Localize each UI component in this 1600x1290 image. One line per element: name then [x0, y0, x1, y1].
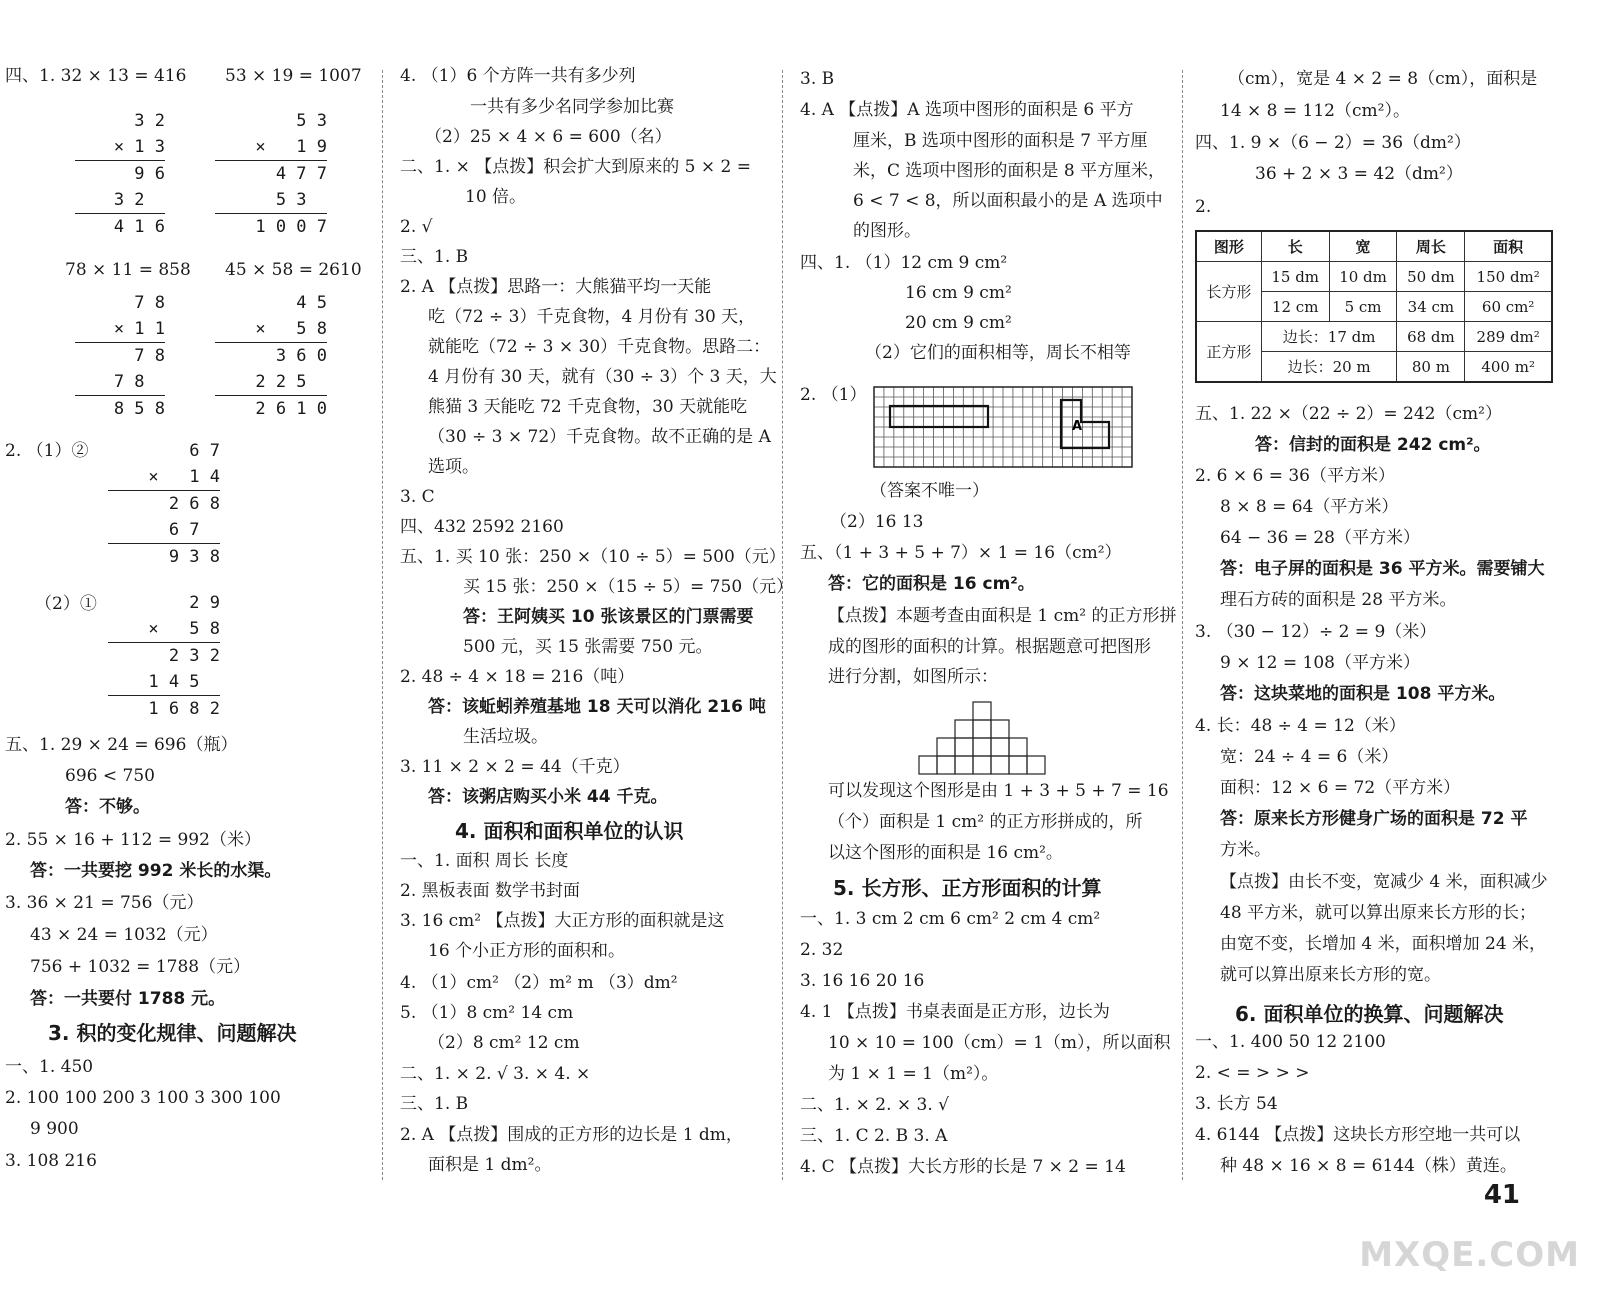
unit-square — [937, 738, 955, 756]
answer-line: 答：该粥店购买小米 44 千克。 — [428, 787, 668, 807]
answer-line: 696 < 750 — [65, 766, 155, 786]
answer-line: 5. （1）8 cm² 14 cm — [400, 1003, 574, 1023]
table-cell: 68 dm — [1397, 322, 1465, 352]
answer-line: 43 × 24 = 1032（元） — [30, 925, 218, 945]
table-row — [1196, 262, 1552, 292]
answer-line: 10 倍。 — [465, 187, 527, 207]
table-header: 宽 — [1329, 231, 1397, 262]
answer-line: 答：不够。 — [65, 797, 150, 817]
vm-row: × 5 8 — [108, 616, 220, 643]
unit-square — [955, 756, 973, 774]
answer-line: （2）25 × 4 × 6 = 600（名） — [425, 127, 672, 147]
table-cell: 400 m² — [1465, 352, 1552, 383]
answer-line: 一、1. 450 — [5, 1057, 94, 1077]
unit-square — [973, 720, 991, 738]
answer-line: 四、1. 32 × 13 = 416 — [5, 66, 187, 86]
table-header: 周长 — [1397, 231, 1465, 262]
answer-line: 买 15 张：250 ×（15 ÷ 5）= 750（元） — [463, 577, 794, 597]
answer-line: 2. 48 ÷ 4 × 18 = 216（吨） — [400, 667, 635, 687]
vm-row: 3 6 0 — [234, 346, 327, 366]
answer-line: 3. 108 216 — [5, 1151, 97, 1171]
vm-row: 5 3 — [234, 111, 327, 131]
answer-line: 一、1. 3 cm 2 cm 6 cm² 2 cm 4 cm² — [800, 909, 1101, 929]
unit-square — [973, 756, 991, 774]
answer-line: 4. A 【点拨】A 选项中图形的面积是 6 平方 — [800, 100, 1134, 120]
unit-square — [991, 756, 1009, 774]
answer-line: 米，C 选项中图形的面积是 8 平方厘米， — [853, 161, 1166, 181]
vertical-multiplication — [108, 590, 220, 722]
unit-square — [1027, 756, 1045, 774]
answer-line: 就能吃（72 ÷ 3 × 30）千克食物。思路二： — [428, 337, 771, 357]
vm-row: 7 8 — [93, 293, 165, 313]
answer-line: 3. C — [400, 487, 435, 507]
answer-line: 四、1. （1）12 cm 9 cm² — [800, 253, 1008, 273]
answer-line: 2. A 【点拨】围成的正方形的边长是 1 dm， — [400, 1125, 743, 1145]
unit-square — [1009, 738, 1027, 756]
answer-line: 一、1. 400 50 12 2100 — [1195, 1032, 1386, 1052]
answer-line: 2. A 【点拨】思路一：大熊猫平均一天能 — [400, 277, 712, 297]
vertical-multiplication — [75, 108, 165, 240]
answer-line: 答：原来长方形健身广场的面积是 72 平 — [1220, 809, 1528, 829]
answer-line: 答：王阿姨买 10 张该景区的门票需要 — [463, 607, 754, 627]
answer-line: 为 1 × 1 = 1（m²）。 — [828, 1064, 999, 1084]
unit-square — [955, 720, 973, 738]
vm-row: 4 1 6 — [93, 217, 165, 237]
answer-line: 生活垃圾。 — [463, 727, 548, 747]
table-cell: 15 dm — [1261, 262, 1329, 292]
answer-line: 4. C 【点拨】大长方形的长是 7 × 2 = 14 — [800, 1157, 1126, 1177]
vertical-multiplication — [215, 290, 327, 422]
unit-square — [991, 738, 1009, 756]
answer-line: （2）它们的面积相等，周长不相等 — [865, 343, 1131, 363]
vm-row: 9 3 8 — [127, 547, 220, 567]
answer-line: 熊猫 3 天能吃 72 千克食物，30 天就能吃 — [428, 397, 748, 417]
unit-square — [973, 738, 991, 756]
answer-line: 答：这块菜地的面积是 108 平方米。 — [1220, 684, 1506, 704]
answer-line: 6 < 7 < 8，所以面积最小的是 A 选项中 — [853, 191, 1163, 211]
answer-line: 4. （1）6 个方阵一共有多少列 — [400, 66, 636, 86]
watermark: MXQE.COM — [1359, 1235, 1580, 1275]
answer-line: 2. √ — [400, 217, 433, 237]
answer-line: 答：它的面积是 16 cm²。 — [828, 574, 1035, 594]
vm-row: 6 7 — [127, 441, 220, 461]
answer-line: 10 × 10 = 100（cm）= 1（m），所以面积 — [828, 1033, 1171, 1053]
column-divider — [782, 70, 783, 1180]
answer-line: 【点拨】本题考查由面积是 1 cm² 的正方形拼 — [828, 606, 1177, 626]
vm-row: 2 2 5 — [215, 369, 327, 396]
answer-line: 一共有多少名同学参加比赛 — [470, 97, 674, 117]
grid-drawing — [873, 386, 1133, 468]
answer-line: 2. 32 — [800, 940, 844, 960]
pyramid-squares — [919, 702, 1045, 774]
vertical-multiplication — [215, 108, 327, 240]
table-header: 长 — [1261, 231, 1329, 262]
answer-line: 答：一共要付 1788 元。 — [30, 989, 226, 1009]
vm-row: 6 7 — [108, 517, 220, 544]
answer-line: （2）16 13 — [830, 512, 924, 532]
vertical-multiplication — [108, 438, 220, 570]
table-header: 图形 — [1196, 231, 1261, 262]
answer-line: （2）① — [35, 594, 97, 614]
answer-line: 二、1. × 【点拨】积会扩大到原来的 5 × 2 = — [400, 157, 752, 177]
answer-line: 吃（72 ÷ 3）千克食物，4 月份有 30 天， — [428, 307, 756, 327]
answer-line: 4. 1 【点拨】书桌表面是正方形，边长为 — [800, 1002, 1110, 1022]
vm-row: 2 9 — [127, 593, 220, 613]
answer-line: 3. 16 16 20 16 — [800, 971, 925, 991]
vm-row: 2 6 8 — [127, 494, 220, 514]
answer-line: 可以发现这个图形是由 1 + 3 + 5 + 7 = 16 — [828, 781, 1169, 801]
answer-line: 三、1. B — [400, 1094, 469, 1114]
vm-row: 7 8 — [75, 369, 165, 396]
vm-row: × 1 1 — [75, 316, 165, 343]
table-cell: 5 cm — [1329, 292, 1397, 322]
vm-row: 1 0 0 7 — [234, 217, 327, 237]
column-divider — [382, 70, 383, 1180]
unit-square — [991, 720, 1009, 738]
table-cell: 长方形 — [1196, 262, 1261, 322]
vm-row: 2 6 1 0 — [234, 399, 327, 419]
answer-line: （30 ÷ 3 × 72）千克食物。故不正确的是 A — [428, 427, 771, 447]
answer-line: 4. 6144 【点拨】这块长方形空地一共可以 — [1195, 1125, 1521, 1145]
answer-line: 的图形。 — [853, 221, 921, 241]
table-cell: 边长：17 dm — [1261, 322, 1397, 352]
vm-row: × 5 8 — [215, 316, 327, 343]
answer-line: （个）面积是 1 cm² 的正方形拼成的，所 — [828, 812, 1143, 832]
answer-line: 2. 55 × 16 + 112 = 992（米） — [5, 830, 261, 850]
answer-line: 2. < = > > > — [1195, 1063, 1310, 1083]
answer-line: 4 月份有 30 天，就有（30 ÷ 3）个 3 天，大 — [428, 367, 777, 387]
shape-label-a: A — [1072, 419, 1083, 434]
answer-line: 500 元，买 15 张需要 750 元。 — [463, 637, 713, 657]
answer-line: 二、1. × 2. × 3. √ — [800, 1095, 949, 1115]
answer-line: 方米。 — [1220, 840, 1271, 860]
vm-row: 5 3 — [215, 187, 327, 214]
answer-line: 答：该蚯蚓养殖基地 18 天可以消化 216 吨 — [428, 697, 766, 717]
answer-line: 756 + 1032 = 1788（元） — [30, 957, 251, 977]
answer-line: 答：信封的面积是 242 cm²。 — [1255, 435, 1491, 455]
answer-line: 20 cm 9 cm² — [905, 313, 1012, 333]
table-row — [1196, 322, 1552, 352]
section-heading: 6. 面积单位的换算、问题解决 — [1235, 1002, 1504, 1026]
answer-line: 64 − 36 = 28（平方米） — [1220, 528, 1420, 548]
answer-line: 16 cm 9 cm² — [905, 283, 1012, 303]
vertical-multiplication — [75, 290, 165, 422]
answer-table — [1195, 230, 1553, 383]
unit-square — [973, 702, 991, 720]
vm-row: 7 8 — [93, 346, 165, 366]
answer-line: （2）8 cm² 12 cm — [428, 1033, 580, 1053]
answer-line: 45 × 58 = 2610 — [225, 260, 362, 280]
table-header: 面积 — [1465, 231, 1552, 262]
answer-line: 三、1. B — [400, 247, 469, 267]
answer-line: 16 个小正方形的面积和。 — [428, 941, 626, 961]
answer-line: 3. 36 × 21 = 756（元） — [5, 893, 204, 913]
table-cell: 50 dm — [1397, 262, 1465, 292]
section-heading: 5. 长方形、正方形面积的计算 — [833, 876, 1102, 900]
answer-line: 五、1. 29 × 24 = 696（瓶） — [5, 735, 238, 755]
answer-line: 厘米，B 选项中图形的面积是 7 平方厘 — [853, 131, 1148, 151]
answer-line: 9 900 — [30, 1119, 79, 1139]
answer-line: 面积是 1 dm²。 — [428, 1155, 552, 1175]
answer-line: 以这个图形的面积是 16 cm²。 — [828, 843, 1063, 863]
answer-line: 14 × 8 = 112（cm²）。 — [1220, 101, 1410, 121]
answer-line: 2. （1） — [800, 385, 867, 405]
answer-line: 答：电子屏的面积是 36 平方米。需要铺大 — [1220, 559, 1545, 579]
answer-line: 五、1. 22 ×（22 ÷ 2）= 242（cm²） — [1195, 404, 1502, 424]
answer-line: 由宽不变，长增加 4 米，面积增加 24 米， — [1220, 934, 1547, 954]
answer-line: （答案不唯一） — [870, 481, 989, 501]
answer-line: 五、1. 买 10 张：250 ×（10 ÷ 5）= 500（元） — [400, 547, 786, 567]
answer-line: 宽：24 ÷ 4 = 6（米） — [1220, 747, 1399, 767]
answer-line: 8 × 8 = 64（平方米） — [1220, 497, 1399, 517]
unit-square — [919, 756, 937, 774]
unit-square — [937, 756, 955, 774]
answer-line: 答：一共要挖 992 米长的水渠。 — [30, 861, 282, 881]
answer-line: 3. 长方 54 — [1195, 1094, 1278, 1114]
answer-line: （cm），宽是 4 × 2 = 8（cm），面积是 — [1228, 69, 1538, 89]
vm-row: × 1 3 — [75, 134, 165, 161]
unit-square — [955, 738, 973, 756]
vm-row: 9 6 — [93, 164, 165, 184]
answer-line: 4. （1）cm² （2）m² m （3）dm² — [400, 973, 678, 993]
answer-line: 3. B — [800, 69, 835, 89]
answer-line: 二、1. × 2. √ 3. × 4. × — [400, 1064, 591, 1084]
answer-line: 53 × 19 = 1007 — [225, 66, 362, 86]
answer-line: 2. 黑板表面 数学书封面 — [400, 881, 581, 901]
pyramid-figure — [917, 700, 1065, 776]
vm-row: 3 2 — [75, 187, 165, 214]
answer-line: 2. （1）② — [5, 441, 89, 461]
answer-line: 2. 6 × 6 = 36（平方米） — [1195, 466, 1395, 486]
vm-row: × 1 4 — [108, 464, 220, 491]
vm-row: 4 5 — [234, 293, 327, 313]
table-cell: 60 cm² — [1465, 292, 1552, 322]
answer-line: 进行分割，如图所示： — [828, 667, 998, 687]
answer-line: 三、1. C 2. B 3. A — [800, 1126, 948, 1146]
section-heading: 3. 积的变化规律、问题解决 — [48, 1021, 297, 1045]
answer-line: 成的图形的面积的计算。根据题意可把图形 — [828, 637, 1151, 657]
column-divider — [1182, 70, 1183, 1180]
answer-line: 五、（1 + 3 + 5 + 7）× 1 = 16（cm²） — [800, 543, 1122, 563]
unit-square — [1009, 756, 1027, 774]
table-cell: 12 cm — [1261, 292, 1329, 322]
answer-line: 48 平方米，就可以算出原来长方形的长； — [1220, 903, 1537, 923]
answer-line: 3. 11 × 2 × 2 = 44（千克） — [400, 757, 630, 777]
vm-row: × 1 9 — [215, 134, 327, 161]
table-cell: 150 dm² — [1465, 262, 1552, 292]
vm-row: 4 7 7 — [234, 164, 327, 184]
answer-line: 一、1. 面积 周长 长度 — [400, 851, 569, 871]
table-cell: 289 dm² — [1465, 322, 1552, 352]
table-cell: 10 dm — [1329, 262, 1397, 292]
table-cell: 80 m — [1397, 352, 1465, 383]
table-cell: 34 cm — [1397, 292, 1465, 322]
answer-line: 78 × 11 = 858 — [65, 260, 191, 280]
answer-line: 4. 长：48 ÷ 4 = 12（米） — [1195, 716, 1406, 736]
answer-line: 3. （30 − 12）÷ 2 = 9（米） — [1195, 622, 1437, 642]
vm-row: 1 6 8 2 — [127, 699, 220, 719]
vm-row: 2 3 2 — [127, 646, 220, 666]
answer-line: 36 + 2 × 3 = 42（dm²） — [1255, 164, 1463, 184]
answer-line: 种 48 × 16 × 8 = 6144（株）黄连。 — [1220, 1156, 1517, 1176]
answer-line: 四、432 2592 2160 — [400, 517, 564, 537]
table-cell: 正方形 — [1196, 322, 1261, 383]
answer-line: 3. 16 cm² 【点拨】大正方形的面积就是这 — [400, 911, 725, 931]
vm-row: 3 2 — [93, 111, 165, 131]
answer-line: 2. 100 100 200 3 100 3 300 100 — [5, 1088, 281, 1108]
answer-line: 就可以算出原来长方形的宽。 — [1220, 965, 1441, 985]
answer-line: 2. — [1195, 197, 1212, 217]
answer-line: 理石方砖的面积是 28 平方米。 — [1220, 590, 1457, 610]
vm-row: 8 5 8 — [93, 399, 165, 419]
answer-line: 【点拨】由长不变，宽减少 4 米，面积减少 — [1220, 872, 1548, 892]
table-cell: 边长：20 m — [1261, 352, 1397, 383]
answer-line: 面积：12 × 6 = 72（平方米） — [1220, 778, 1461, 798]
answer-line: 选项。 — [428, 457, 479, 477]
section-heading: 4. 面积和面积单位的认识 — [455, 819, 684, 843]
vm-row: 1 4 5 — [108, 669, 220, 696]
page-number: 41 — [1483, 1180, 1520, 1210]
answer-line: 四、1. 9 ×（6 − 2）= 36（dm²） — [1195, 133, 1471, 153]
answer-line: 9 × 12 = 108（平方米） — [1220, 653, 1420, 673]
